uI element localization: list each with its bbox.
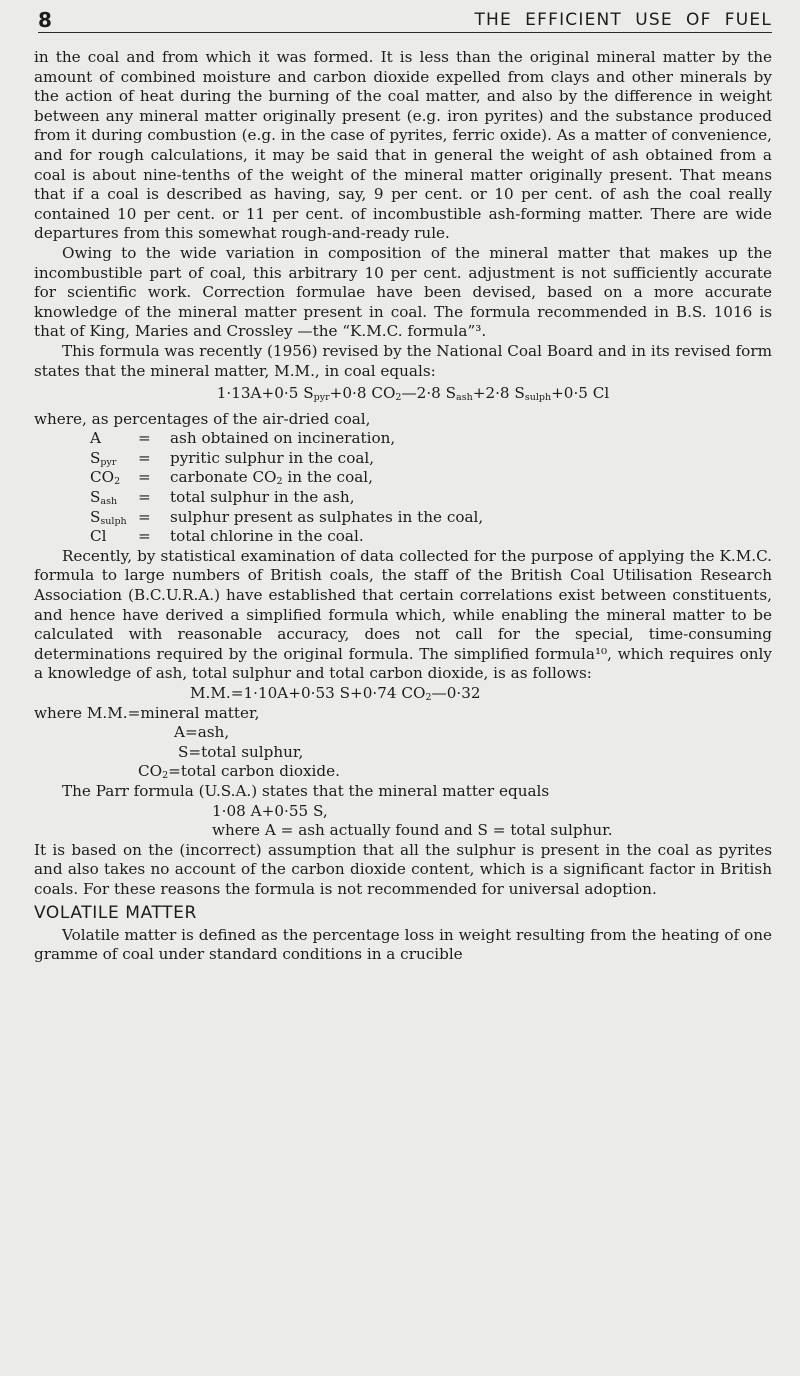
kmc-formula: 1·13A+0·5 $S_{pyr}+0\cdot 8$ $CO_2—2\cdot 8$ $S_{ash}+2\cdot 8$ $S_{sulph}+0\cdot 5$ Cl [216, 384, 610, 404]
paragraph: This formula was recently (1956) revised by the National Coal Board and in its revised form states that the mineral matter, M.M., in coal equals: [34, 341, 772, 380]
body-text [34, 48, 772, 965]
definition-row: A = ash obtained on incineration, [90, 429, 396, 448]
bcura-formula: M.M.=1·10A+0·53 S+0·74 $CO_2—0\cdot 32$ [190, 684, 481, 703]
page-number: 8 [38, 8, 52, 32]
paragraph: Volatile matter is defined as the percentage loss in weight resulting from the heating of one gramme of coal under standard conditions in a crucible [34, 925, 772, 964]
parr-formula: 1·08 A+0·55 S, [212, 801, 328, 820]
definition-row: $S_{sulph}$ = sulphur present as sulphates in the coal, [90, 507, 484, 527]
running-title: THE EFFICIENT USE OF FUEL [474, 10, 772, 30]
definition-list [90, 429, 772, 547]
section-heading: VOLATILE MATTER [34, 902, 197, 923]
paragraph: Recently, by statistical examination of data collected for the purpose of applying the K.M.C. formula to large numbers of British coals, the staff of the British Coal Utilisation Research Association (B.C.U.R.A.) have established that certain correlations exist between constituents, and hence have derived a simplified formula which, while enabling the mineral matter to be calculated with reasonable accuracy, does not call for the special, time-consuming determinations required by the original formula. The simplified formula¹⁰, which requires only a knowledge of ash, total sulphur and total carbon dioxide, is as follows: [34, 546, 772, 683]
definition-row: Cl = total chlorine in the coal. [90, 527, 364, 546]
where-line: S=total sulphur, [178, 742, 304, 761]
where-line: A=ash, [174, 723, 230, 742]
definition-row: $S_{pyr}$ = pyritic sulphur in the coal, [90, 448, 375, 468]
where-line: where, as percentages of the air-dried coal, [34, 409, 371, 428]
where-line: where A = ash actually found and S = total sulphur. [212, 821, 613, 840]
paragraph: It is based on the (incorrect) assumption that all the sulphur is present in the coal as pyrites and also takes no account of the carbon dioxide content, which is a significant factor in British coals. For these reasons the formula is not recommended for universal adoption. [34, 840, 772, 898]
definition-row: $CO_2$ = carbonate $CO_2$ in the coal, [90, 468, 373, 488]
paragraph: The Parr formula (U.S.A.) states that the mineral matter equals [62, 781, 550, 800]
page-header [38, 6, 772, 33]
where-line: where M.M.=mineral matter, [34, 703, 260, 722]
paragraph: in the coal and from which it was formed. It is less than the original mineral matter by the amount of combined moisture and carbon dioxide expelled from clays and other minerals by the action of heat during the burning of the coal matter, and also by the difference in weight between any mineral matter originally present (e.g. iron pyrites) and the substance produced from it during combustion (e.g. in the case of pyrites, ferric oxide). As a matter of convenience, and for rough calculations, it may be said that in general the weight of ash obtained from a coal is about nine-tenths of the weight of the mineral matter originally present. That means that if a coal is described as having, say, 9 per cent. or 10 per cent. of ash the coal really contained 10 per cent. or 11 per cent. of incombustible ash-forming matter. There are wide departures from this somewhat rough-and-ready rule. [34, 48, 772, 243]
definition-row: $S_{ash}$ = total sulphur in the ash, [90, 488, 355, 508]
where-line: $CO_2=total$ carbon dioxide. [138, 762, 340, 782]
paragraph: Owing to the wide variation in composition of the mineral matter that makes up the incombustible part of coal, this arbitrary 10 per cent. adjustment is not sufficiently accurate for scientific work. Correction formulae have been devised, based on a more accurate knowledge of the mineral matter present in coal. The formula recommended in B.S. 1016 is that of King, Maries and Crossley —the “K.M.C. formula”³. [34, 243, 772, 341]
